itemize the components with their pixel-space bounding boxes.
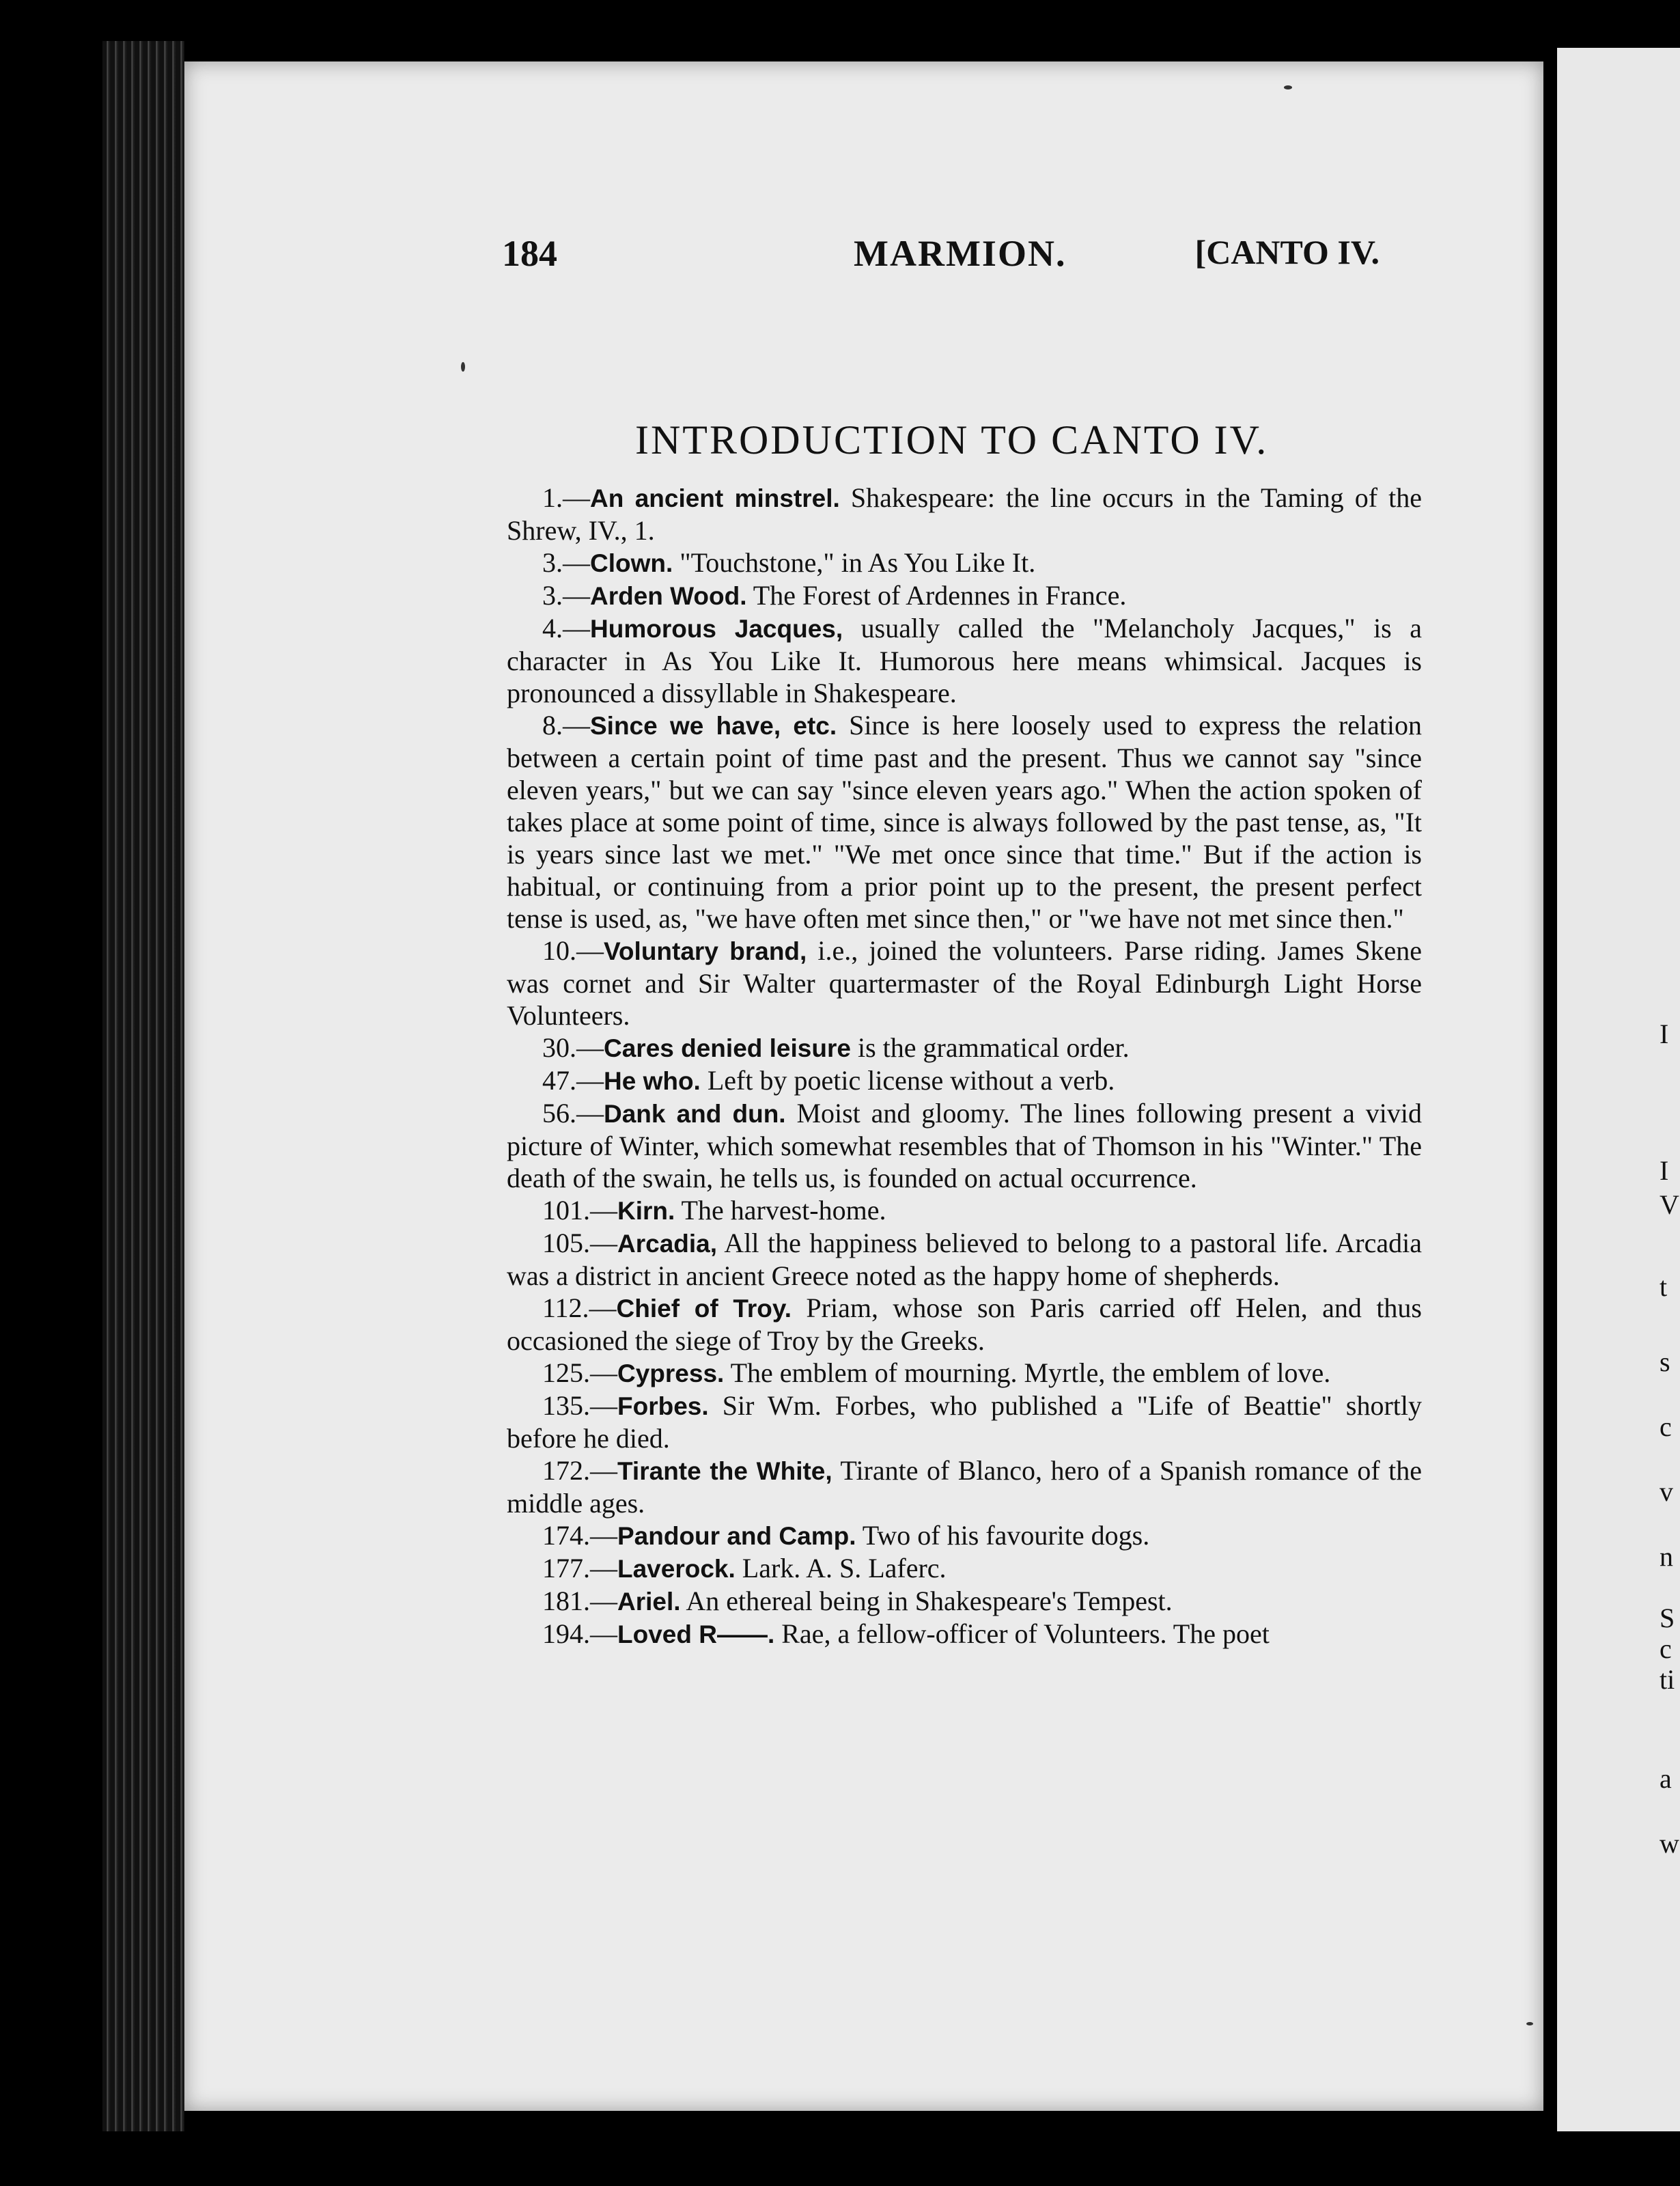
note-ref: 112.—: [542, 1292, 617, 1323]
note-term: Arden Wood.: [590, 582, 747, 610]
note-entry: [507, 1389, 1422, 1454]
note-term: Voluntary brand,: [604, 937, 807, 965]
note-text: i.e., joined the volunteers. Parse riding. James Skene was cornet and Sir Walter quartermaster of the Royal Edinburgh Light Horse Volunteers.: [507, 935, 1422, 1031]
note-ref: 181.—: [542, 1586, 617, 1616]
page-number: 184: [502, 233, 557, 274]
facing-page-letter: n: [1660, 1541, 1673, 1572]
note-ref: 3.—: [542, 580, 590, 611]
note-text: usually called the "Melancholy Jacques," is a character in As You Like It. Humorous here means whimsical. Jacques is pronounced a dissyllable in Shakespeare.: [507, 613, 1422, 708]
note-text: The Forest of Ardennes in France.: [746, 580, 1127, 611]
facing-page-letter: w: [1660, 1828, 1679, 1859]
note-entry: [507, 1454, 1422, 1519]
note-entry: [507, 1227, 1422, 1292]
note-ref: 177.—: [542, 1553, 617, 1583]
note-term: Since we have, etc.: [590, 712, 837, 740]
note-ref: 30.—: [542, 1032, 604, 1063]
note-term: Forbes.: [617, 1392, 709, 1420]
facing-page: [1557, 48, 1680, 2131]
note-text: An ethereal being in Shakespeare's Tempest.: [680, 1586, 1173, 1616]
note-term: Kirn.: [617, 1197, 675, 1225]
facing-page-letter: v: [1660, 1476, 1673, 1507]
running-title: MARMION.: [854, 233, 1067, 274]
note-ref: 194.—: [542, 1618, 617, 1649]
note-text: All the happiness believed to belong to a pastoral life. Arcadia was a district in ancient Greece noted as the happy home of shepherds.: [507, 1228, 1422, 1291]
note-ref: 3.—: [542, 547, 590, 578]
note-text: The emblem of mourning. Myrtle, the emblem of love.: [724, 1357, 1331, 1388]
note-term: Tirante the White,: [617, 1457, 832, 1485]
note-text: "Touchstone," in As You Like It.: [673, 547, 1036, 578]
chapter-title: INTRODUCTION TO CANTO IV.: [635, 417, 1269, 462]
note-entry: [507, 612, 1422, 709]
note-text: The harvest-home.: [675, 1195, 886, 1226]
facing-page-letter: a: [1660, 1763, 1672, 1794]
note-text: Lark. A. S. Laferc.: [735, 1553, 947, 1583]
note-entry: [507, 1064, 1422, 1097]
note-text: Tirante of Blanco, hero of a Spanish romance of the middle ages.: [507, 1455, 1422, 1519]
note-ref: 174.—: [542, 1520, 617, 1551]
note-entry: [507, 935, 1422, 1032]
note-ref: 8.—: [542, 710, 590, 741]
note-entry: [507, 1032, 1422, 1064]
facing-page-letter: s: [1660, 1346, 1670, 1377]
note-term: He who.: [604, 1067, 701, 1095]
note-ref: 101.—: [542, 1195, 617, 1226]
note-entry: [507, 579, 1422, 612]
print-speck: [1526, 2022, 1533, 2025]
book-binding: [0, 0, 184, 2186]
facing-page-letter: V: [1660, 1189, 1679, 1220]
note-entry: [507, 1585, 1422, 1618]
note-term: Chief of Troy.: [616, 1295, 792, 1323]
note-term: Clown.: [590, 549, 673, 577]
note-term: Humorous Jacques,: [590, 615, 843, 643]
note-entry: [507, 1618, 1422, 1650]
facing-page-letter: S: [1660, 1603, 1675, 1633]
note-text: Moist and gloomy. The lines following present a vivid picture of Winter, which somewhat resembles that of Thomson in his "Winter." The death of the swain, he tells us, is founded on actual occurrence.: [507, 1098, 1422, 1193]
note-entry: [507, 1194, 1422, 1227]
note-ref: 56.—: [542, 1098, 604, 1129]
page-edges: [102, 41, 184, 2131]
note-term: Cypress.: [617, 1359, 725, 1387]
facing-page-letter: c: [1660, 1411, 1672, 1442]
facing-page-letter: I: [1660, 1019, 1669, 1049]
note-entry: [507, 546, 1422, 579]
note-term: Loved R——.: [617, 1620, 775, 1648]
note-term: Cares denied leisure: [604, 1034, 851, 1062]
section-label: [CANTO IV.: [1194, 233, 1380, 271]
note-text: Since is here loosely used to express the relation between a certain point of time past and the present. Thus we cannot say "since eleven years," but we can say "since eleven years ago." When the action spoken of takes place at some point of time, since is always followed by the past tense, as, "It is years since last we met." "We met once since that time." But if the action is habitual, or continuing from a prior point up to the present, the present perfect tense is used, as, "we have often met since then," or "we have not met since then.": [507, 710, 1422, 934]
print-speck: [1284, 85, 1292, 89]
note-ref: 105.—: [542, 1228, 617, 1258]
note-text: Shakespeare: the line occurs in the Taming of the Shrew, IV., 1.: [507, 482, 1422, 546]
note-ref: 135.—: [542, 1390, 617, 1421]
facing-page-letter: c: [1660, 1633, 1672, 1664]
note-text: Left by poetic license without a verb.: [700, 1065, 1115, 1096]
note-term: Pandour and Camp.: [617, 1522, 856, 1550]
note-entry: [507, 1097, 1422, 1194]
note-text: Rae, a fellow-officer of Volunteers. The poet: [774, 1618, 1270, 1649]
note-ref: 125.—: [542, 1357, 617, 1388]
facing-page-letter: I: [1660, 1155, 1669, 1186]
note-term: Dank and dun.: [604, 1100, 786, 1128]
note-term: Laverock.: [617, 1555, 736, 1583]
note-entry: [507, 709, 1422, 935]
note-ref: 4.—: [542, 613, 590, 644]
note-entry: [507, 482, 1422, 546]
note-text: Two of his favourite dogs.: [856, 1520, 1150, 1551]
facing-page-letter: ti: [1660, 1664, 1675, 1695]
note-ref: 47.—: [542, 1065, 604, 1096]
note-term: Arcadia,: [617, 1230, 718, 1258]
print-speck: [461, 362, 465, 372]
note-term: An ancient minstrel.: [590, 484, 840, 512]
note-entry: [507, 1357, 1422, 1389]
note-entry: [507, 1552, 1422, 1585]
note-text: Priam, whose son Paris carried off Helen, and thus occasioned the siege of Troy by the Greeks.: [507, 1292, 1422, 1356]
note-ref: 172.—: [542, 1455, 617, 1486]
note-text: Sir Wm. Forbes, who published a "Life of Beattie" shortly before he died.: [507, 1390, 1422, 1454]
note-entry: [507, 1292, 1422, 1357]
running-header: [321, 232, 1407, 280]
note-entry: [507, 1519, 1422, 1552]
facing-page-letter: t: [1660, 1271, 1668, 1302]
notes-list: [507, 482, 1422, 1650]
note-text: is the grammatical order.: [850, 1032, 1130, 1063]
note-ref: 1.—: [542, 482, 590, 513]
note-term: Ariel.: [617, 1588, 681, 1616]
note-ref: 10.—: [542, 935, 604, 966]
